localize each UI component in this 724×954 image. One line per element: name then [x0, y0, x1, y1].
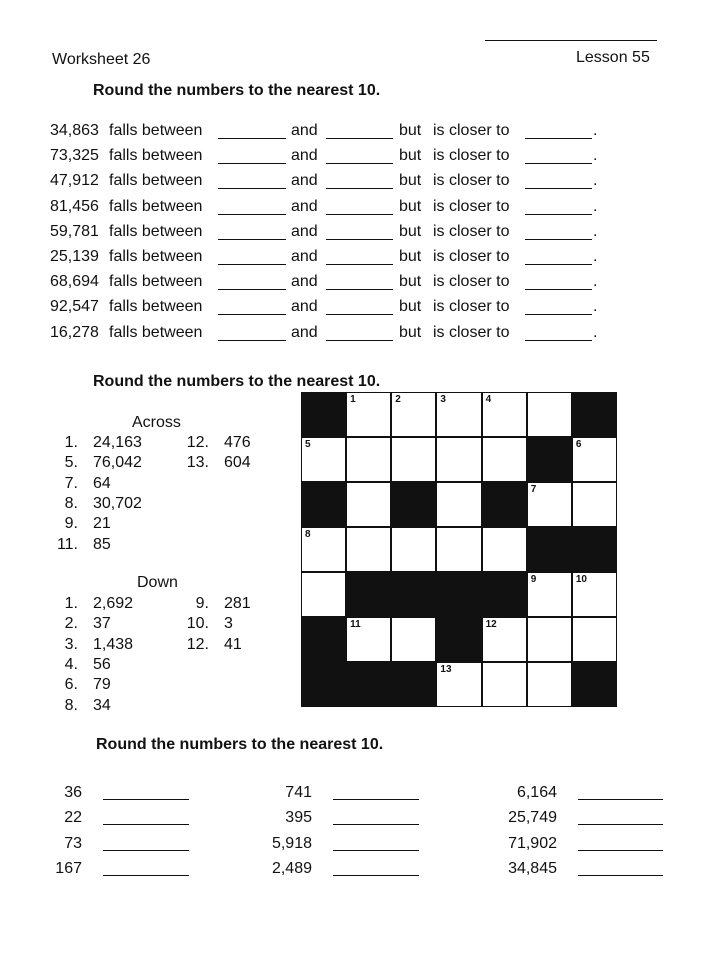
clue-value: 34 [93, 696, 111, 714]
clue-number: 5. [64, 454, 78, 472]
answer-blank[interactable] [578, 799, 663, 800]
clue-number: 9. [64, 515, 78, 533]
falls-between-text: falls between [109, 222, 203, 240]
falls-between-text: falls between [109, 298, 203, 316]
section1-instruction: Round the numbers to the nearest 10. [93, 82, 381, 99]
and-text: and [291, 122, 318, 139]
section3-instruction: Round the numbers to the nearest 10. [96, 736, 384, 753]
answer-blank[interactable] [578, 850, 663, 851]
clue-number: 7. [64, 474, 78, 492]
exercise-number: 16,278 [50, 323, 99, 341]
clue-value: 1,438 [93, 635, 134, 653]
falls-between-text: falls between [109, 147, 203, 165]
clue-value: 56 [93, 655, 111, 673]
answer-blank[interactable] [103, 824, 189, 825]
but-text: but [399, 197, 422, 215]
cell-number: 2 [395, 394, 401, 405]
and-text: and [291, 147, 318, 165]
and-text: and [291, 248, 318, 265]
closer-to-text: is closer to [433, 172, 510, 190]
crossword-cell[interactable] [573, 483, 616, 526]
across-title: Across [132, 414, 181, 431]
crossword-cell[interactable] [483, 393, 526, 436]
clue-value: 64 [93, 474, 111, 492]
exercise-row [50, 223, 670, 245]
cell-number: 12 [485, 619, 497, 630]
rounding-number: 22 [64, 809, 82, 827]
crossword-cell[interactable] [347, 483, 390, 526]
closer-to-text: is closer to [433, 197, 510, 215]
exercise-row [50, 172, 670, 194]
clue-value: 3 [224, 615, 233, 633]
crossword-cell[interactable] [302, 528, 345, 571]
answer-blank[interactable] [525, 223, 592, 240]
period: . [593, 323, 598, 341]
clue-value: 2,692 [93, 595, 134, 612]
crossword-black-cell [302, 393, 345, 436]
falls-between-text: falls between [109, 122, 203, 139]
crossword-black-cell [347, 573, 390, 616]
clue-value: 76,042 [93, 454, 142, 472]
crossword-black-cell [573, 528, 616, 571]
lower-bound-blank[interactable] [218, 172, 286, 189]
rounding-number: 6,164 [516, 784, 557, 801]
crossword-cell[interactable] [347, 438, 390, 481]
crossword-black-cell [392, 483, 435, 526]
clue-value: 30,702 [93, 494, 142, 512]
clue-number: 6. [64, 676, 78, 694]
crossword-cell[interactable] [437, 528, 480, 571]
exercise-row [50, 273, 670, 295]
and-text: and [291, 222, 318, 240]
crossword-cell[interactable] [528, 393, 571, 436]
exercise-number: 47,912 [50, 172, 99, 190]
crossword-cell[interactable] [483, 618, 526, 661]
answer-blank[interactable] [103, 799, 189, 800]
clue-number: 4. [64, 655, 78, 673]
exercise-number: 81,456 [50, 197, 99, 215]
clue-number: 8. [64, 696, 78, 714]
and-text: and [291, 323, 318, 341]
answer-blank[interactable] [333, 875, 419, 876]
crossword-black-cell [302, 663, 345, 706]
crossword-black-cell [483, 573, 526, 616]
answer-blank[interactable] [578, 875, 663, 876]
answer-blank[interactable] [333, 850, 419, 851]
crossword-cell[interactable] [483, 663, 526, 706]
period: . [593, 248, 598, 265]
clue-number: 1. [64, 434, 78, 451]
exercise-number: 59,781 [50, 222, 99, 240]
crossword-black-cell [437, 618, 480, 661]
clue-value: 604 [224, 454, 251, 472]
crossword-cell[interactable] [392, 393, 435, 436]
cell-number: 4 [485, 394, 492, 405]
closer-to-text: is closer to [433, 323, 510, 341]
answer-blank[interactable] [525, 324, 592, 341]
crossword-cell[interactable] [392, 618, 435, 661]
crossword-cell[interactable] [483, 528, 526, 571]
rounding-number: 25,749 [508, 809, 557, 827]
clue-number: 2. [64, 615, 78, 633]
crossword-black-cell [573, 663, 616, 706]
cell-number: 11 [350, 619, 361, 630]
worksheet-title: Worksheet 26 [52, 51, 151, 68]
rounding-number: 71,902 [508, 834, 557, 852]
crossword-black-cell [528, 438, 571, 481]
answer-blank[interactable] [525, 198, 592, 215]
clue-value: 21 [93, 515, 111, 533]
cell-number: 6 [575, 439, 582, 450]
upper-bound-blank[interactable] [326, 273, 393, 290]
crossword-black-cell [483, 483, 526, 526]
rounding-number: 741 [285, 784, 312, 801]
crossword-black-cell [528, 528, 571, 571]
and-text: and [291, 172, 318, 190]
crossword-cell[interactable] [347, 528, 390, 571]
period: . [593, 122, 598, 139]
lower-bound-blank[interactable] [218, 223, 286, 240]
crossword-grid [301, 392, 617, 707]
answer-blank[interactable] [525, 147, 592, 164]
clue-number: 1. [64, 595, 78, 612]
clue-number: 3. [64, 635, 78, 653]
clue-number: 12. [186, 434, 209, 451]
answer-blank[interactable] [103, 875, 189, 876]
but-text: but [399, 222, 422, 240]
exercise-row [50, 298, 670, 320]
clue-number: 9. [195, 595, 209, 612]
exercise-row [50, 324, 670, 346]
exercise-row [50, 122, 670, 144]
clue-number: 12. [186, 635, 209, 653]
crossword-cell[interactable] [437, 393, 480, 436]
cell-number: 10 [575, 574, 587, 585]
answer-blank[interactable] [525, 273, 592, 290]
upper-bound-blank[interactable] [326, 324, 393, 341]
lower-bound-blank[interactable] [218, 273, 286, 290]
down-title: Down [137, 574, 178, 591]
exercise-row [50, 198, 670, 220]
but-text: but [399, 248, 422, 265]
lower-bound-blank[interactable] [218, 298, 286, 315]
upper-bound-blank[interactable] [326, 198, 393, 215]
name-line [485, 40, 657, 41]
crossword-cell[interactable] [437, 438, 480, 481]
and-text: and [291, 298, 318, 316]
clue-number: 13. [186, 454, 209, 472]
lower-bound-blank[interactable] [218, 324, 286, 341]
answer-blank[interactable] [525, 248, 592, 265]
crossword-black-cell [392, 573, 435, 616]
lower-bound-blank[interactable] [218, 198, 286, 215]
cell-number: 7 [530, 484, 537, 495]
answer-blank[interactable] [333, 799, 419, 800]
falls-between-text: falls between [109, 273, 203, 291]
clue-value: 37 [93, 615, 111, 633]
exercise-number: 68,694 [50, 273, 99, 291]
upper-bound-blank[interactable] [326, 223, 393, 240]
crossword-black-cell [392, 663, 435, 706]
exercise-number: 92,547 [50, 298, 99, 316]
and-text: and [291, 197, 318, 215]
crossword-cell[interactable] [573, 438, 616, 481]
crossword-cell[interactable] [302, 573, 345, 616]
answer-blank[interactable] [578, 824, 663, 825]
crossword-cell[interactable] [437, 663, 480, 706]
answer-blank[interactable] [525, 122, 592, 139]
but-text: but [399, 323, 422, 341]
rounding-number: 73 [64, 834, 82, 852]
upper-bound-blank[interactable] [326, 248, 393, 265]
closer-to-text: is closer to [433, 222, 510, 240]
cell-number: 3 [440, 394, 446, 405]
upper-bound-blank[interactable] [326, 122, 393, 139]
falls-between-text: falls between [109, 323, 203, 341]
answer-blank[interactable] [525, 298, 592, 315]
answer-blank[interactable] [525, 172, 592, 189]
upper-bound-blank[interactable] [326, 147, 393, 164]
cell-number: 8 [305, 529, 311, 540]
crossword-cell[interactable] [573, 618, 616, 661]
clue-value: 24,163 [93, 434, 142, 451]
cell-number: 13 [440, 664, 452, 675]
closer-to-text: is closer to [433, 147, 510, 165]
falls-between-text: falls between [109, 248, 203, 265]
clue-value: 281 [224, 595, 251, 612]
exercise-row [50, 147, 670, 169]
section2-instruction: Round the numbers to the nearest 10. [93, 373, 381, 390]
exercise-row [50, 248, 670, 270]
rounding-number: 5,918 [271, 834, 312, 852]
crossword-black-cell [573, 393, 616, 436]
but-text: but [399, 298, 422, 316]
exercise-number: 34,863 [50, 122, 99, 139]
rounding-number: 395 [285, 809, 312, 827]
upper-bound-blank[interactable] [326, 298, 393, 315]
cell-number: 1 [350, 394, 356, 405]
exercise-number: 25,139 [50, 248, 99, 265]
clue-value: 79 [93, 676, 111, 694]
lower-bound-blank[interactable] [218, 147, 286, 164]
closer-to-text: is closer to [433, 273, 510, 291]
falls-between-text: falls between [109, 172, 203, 190]
period: . [593, 197, 598, 215]
lesson-label: Lesson 55 [576, 49, 650, 66]
crossword-cell[interactable] [302, 438, 345, 481]
closer-to-text: is closer to [433, 298, 510, 316]
crossword-black-cell [437, 573, 480, 616]
crossword-cell[interactable] [528, 618, 571, 661]
crossword-cell[interactable] [573, 573, 616, 616]
rounding-number: 2,489 [271, 859, 312, 877]
crossword-black-cell [347, 663, 390, 706]
crossword-cell[interactable] [528, 573, 571, 616]
upper-bound-blank[interactable] [326, 172, 393, 189]
but-text: but [399, 172, 422, 190]
but-text: but [399, 122, 422, 139]
closer-to-text: is closer to [433, 122, 510, 139]
cell-number: 9 [530, 574, 537, 585]
crossword-cell[interactable] [392, 528, 435, 571]
clue-number: 8. [64, 494, 78, 512]
crossword-cell[interactable] [392, 438, 435, 481]
falls-between-text: falls between [109, 197, 203, 215]
rounding-number: 36 [64, 784, 82, 801]
clue-value: 85 [93, 535, 111, 553]
crossword-cell[interactable] [347, 393, 390, 436]
closer-to-text: is closer to [433, 248, 510, 265]
crossword-cell[interactable] [483, 438, 526, 481]
period: . [593, 222, 598, 240]
crossword-cell[interactable] [437, 483, 480, 526]
clue-value: 41 [224, 635, 242, 653]
but-text: but [399, 273, 422, 291]
but-text: but [399, 147, 422, 165]
exercise-number: 73,325 [50, 147, 99, 165]
lower-bound-blank[interactable] [218, 248, 286, 265]
crossword-black-cell [302, 618, 345, 661]
cell-number: 5 [305, 439, 311, 450]
crossword-cell[interactable] [528, 663, 571, 706]
clue-number: 11. [56, 535, 78, 553]
clue-value: 476 [224, 434, 251, 451]
crossword-cell[interactable] [528, 483, 571, 526]
crossword-black-cell [302, 483, 345, 526]
answer-blank[interactable] [103, 850, 189, 851]
rounding-number: 167 [55, 859, 82, 877]
period: . [593, 273, 598, 291]
clue-number: 10. [186, 615, 209, 633]
answer-blank[interactable] [333, 824, 419, 825]
period: . [593, 298, 598, 316]
crossword-cell[interactable] [347, 618, 390, 661]
rounding-number: 34,845 [508, 859, 557, 877]
lower-bound-blank[interactable] [218, 122, 286, 139]
period: . [593, 147, 598, 165]
period: . [593, 172, 598, 190]
and-text: and [291, 273, 318, 291]
